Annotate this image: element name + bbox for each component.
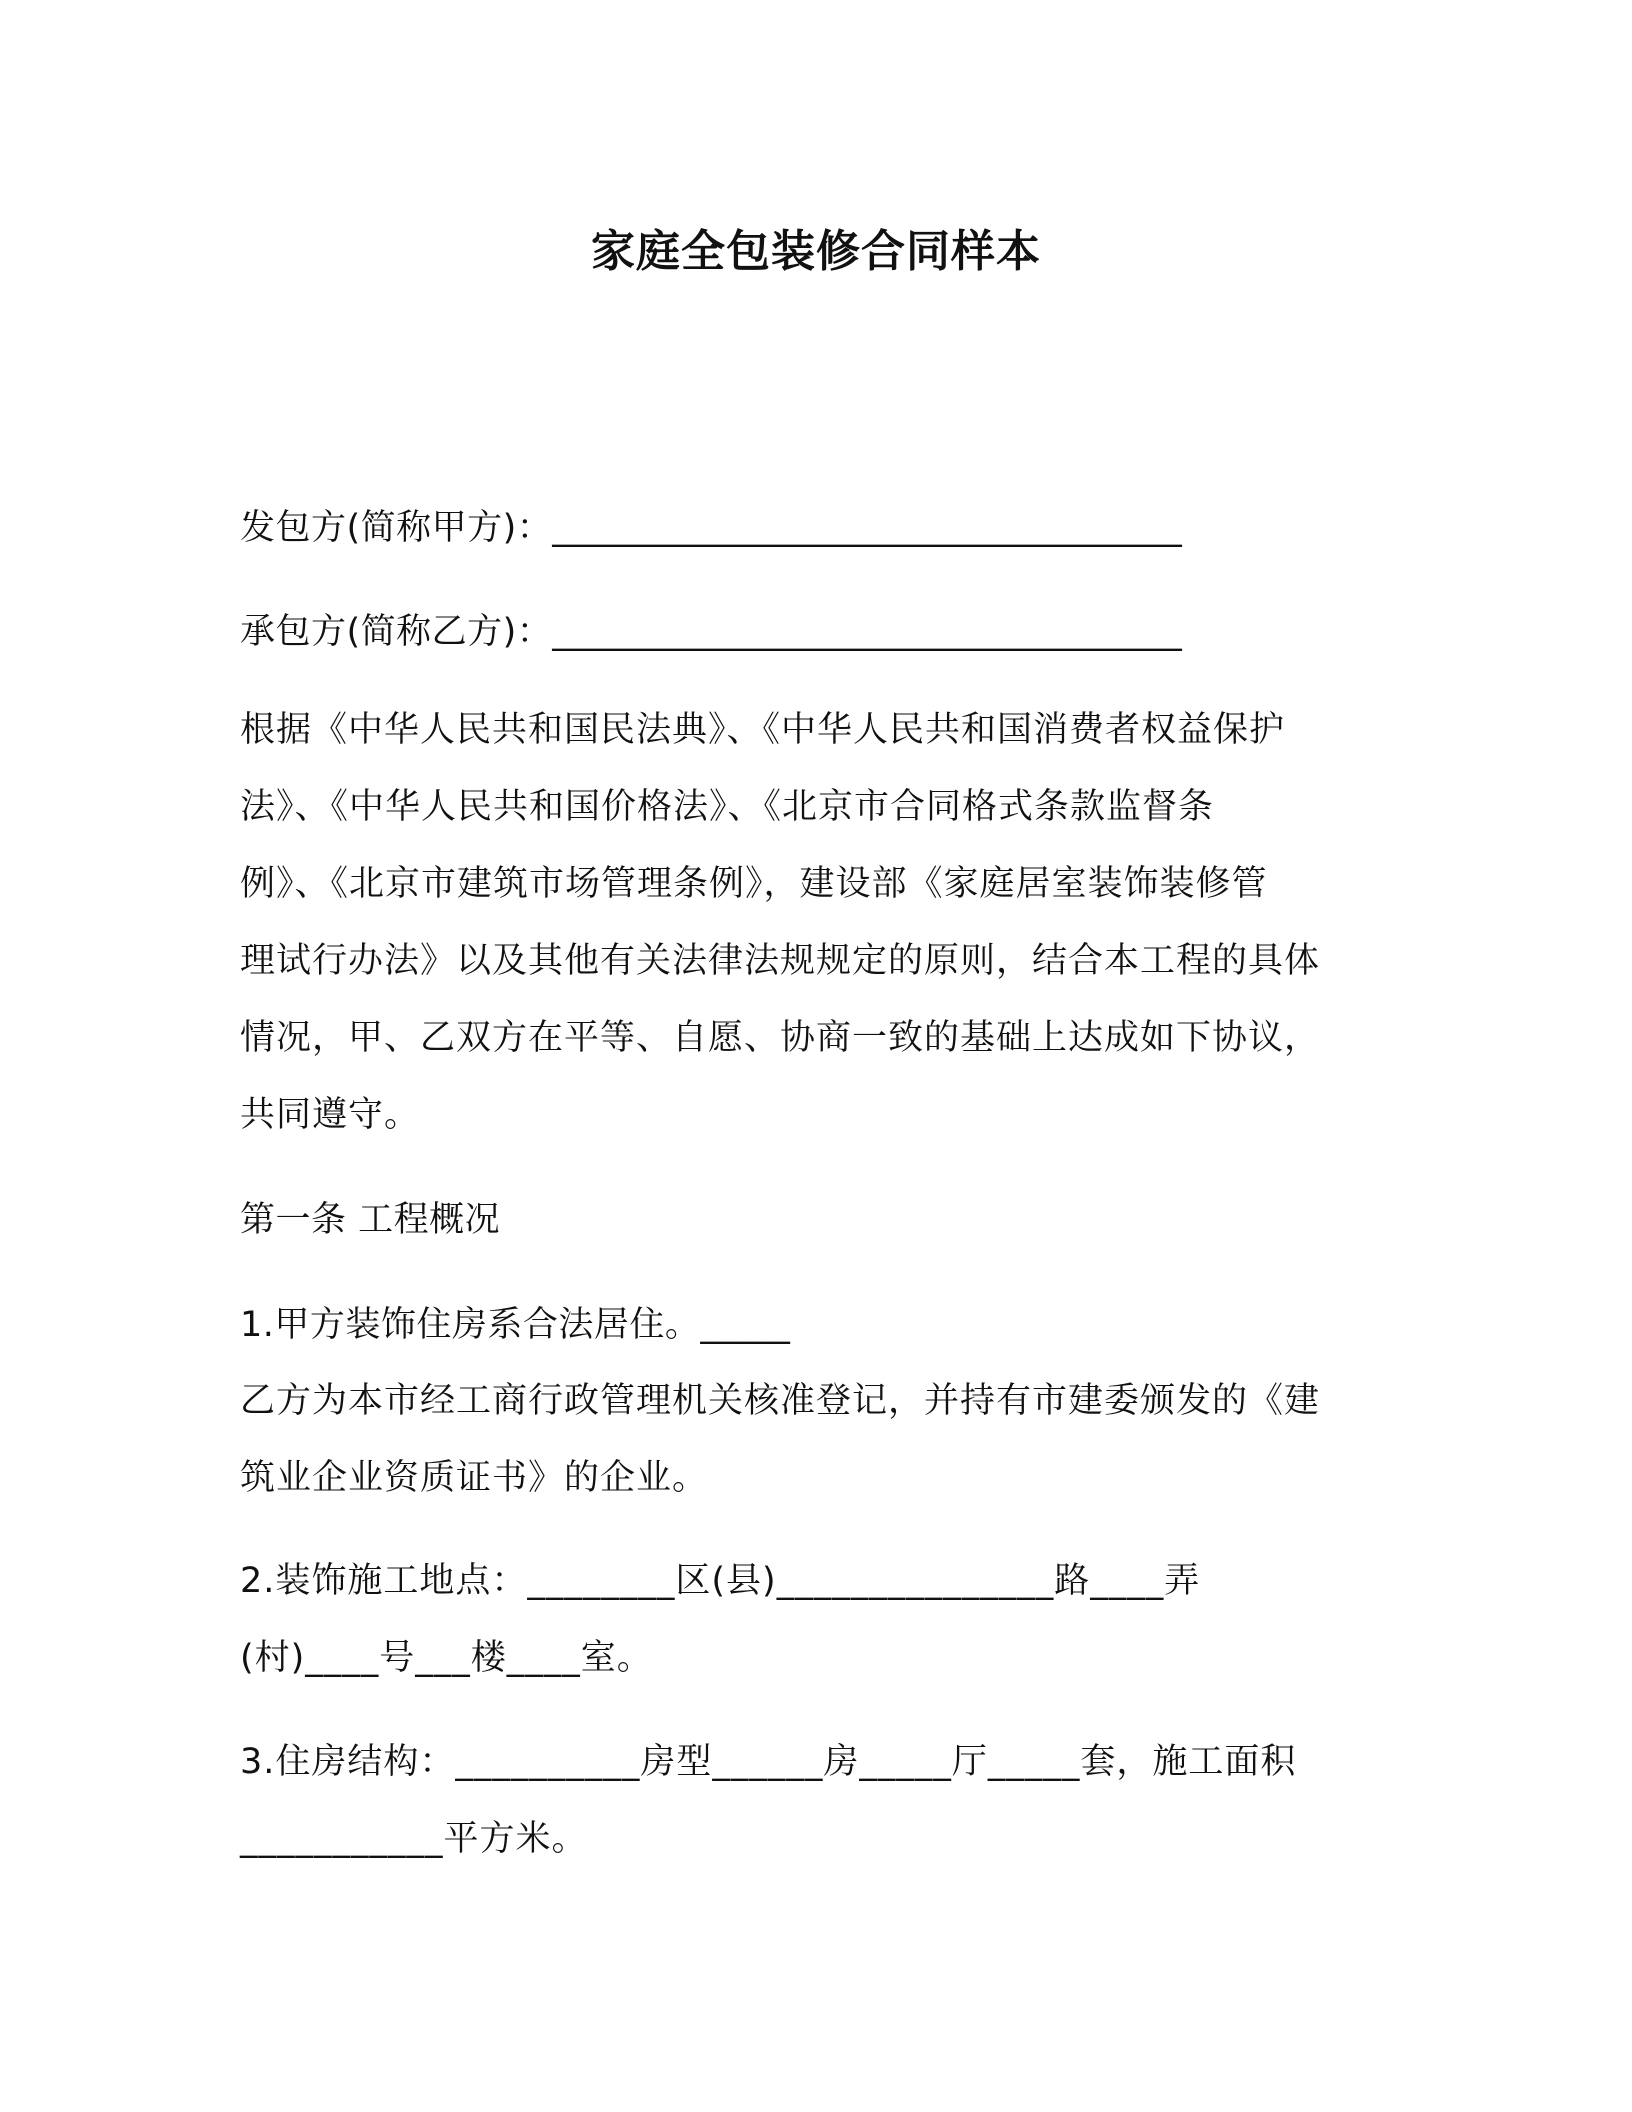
preamble-line: 共同遵守。 xyxy=(240,1095,421,1135)
party-b-line: 承包方(简称乙方)：___________________________________ xyxy=(240,612,1183,652)
item-2-line: 2.装饰施工地点：________区(县)_______________路____弄 xyxy=(240,1561,1201,1601)
document-title: 家庭全包装修合同样本 xyxy=(591,226,1041,277)
item-1-continuation xyxy=(240,1363,1370,1517)
item-3-line: 3.住房结构：__________房型______房_____厅_____套，施工面积 xyxy=(240,1742,1297,1782)
item-1-line: 1.甲方装饰住房系合法居住。_____ xyxy=(240,1305,791,1345)
item-2-line: (村)____号___楼____室。 xyxy=(240,1638,653,1678)
preamble-line: 法》、《中华人民共和国价格法》、《北京市合同格式条款监督条 xyxy=(240,787,1215,827)
item-1-cont-line: 乙方为本市经工商行政管理机关核准登记，并持有市建委颁发的《建 xyxy=(240,1381,1321,1421)
item-3-paragraph xyxy=(240,1724,1370,1878)
item-1-cont-line: 筑业企业资质证书》的企业。 xyxy=(240,1458,709,1498)
preamble-line: 理试行办法》以及其他有关法律法规规定的原则，结合本工程的具体 xyxy=(240,941,1321,981)
article-1-heading: 第一条 工程概况 xyxy=(240,1200,501,1240)
preamble-line: 根据《中华人民共和国民法典》、《中华人民共和国消费者权益保护 xyxy=(240,710,1286,750)
item-3-line: ___________平方米。 xyxy=(240,1819,588,1859)
preamble-line: 例》、《北京市建筑市场管理条例》，建设部《家庭居室装饰装修管 xyxy=(240,864,1268,904)
preamble-paragraph xyxy=(240,692,1370,1154)
item-2-paragraph xyxy=(240,1543,1370,1697)
preamble-line: 情况，甲、乙双方在平等、自愿、协商一致的基础上达成如下协议， xyxy=(240,1018,1321,1058)
party-a-line: 发包方(简称甲方)：___________________________________ xyxy=(240,508,1183,548)
